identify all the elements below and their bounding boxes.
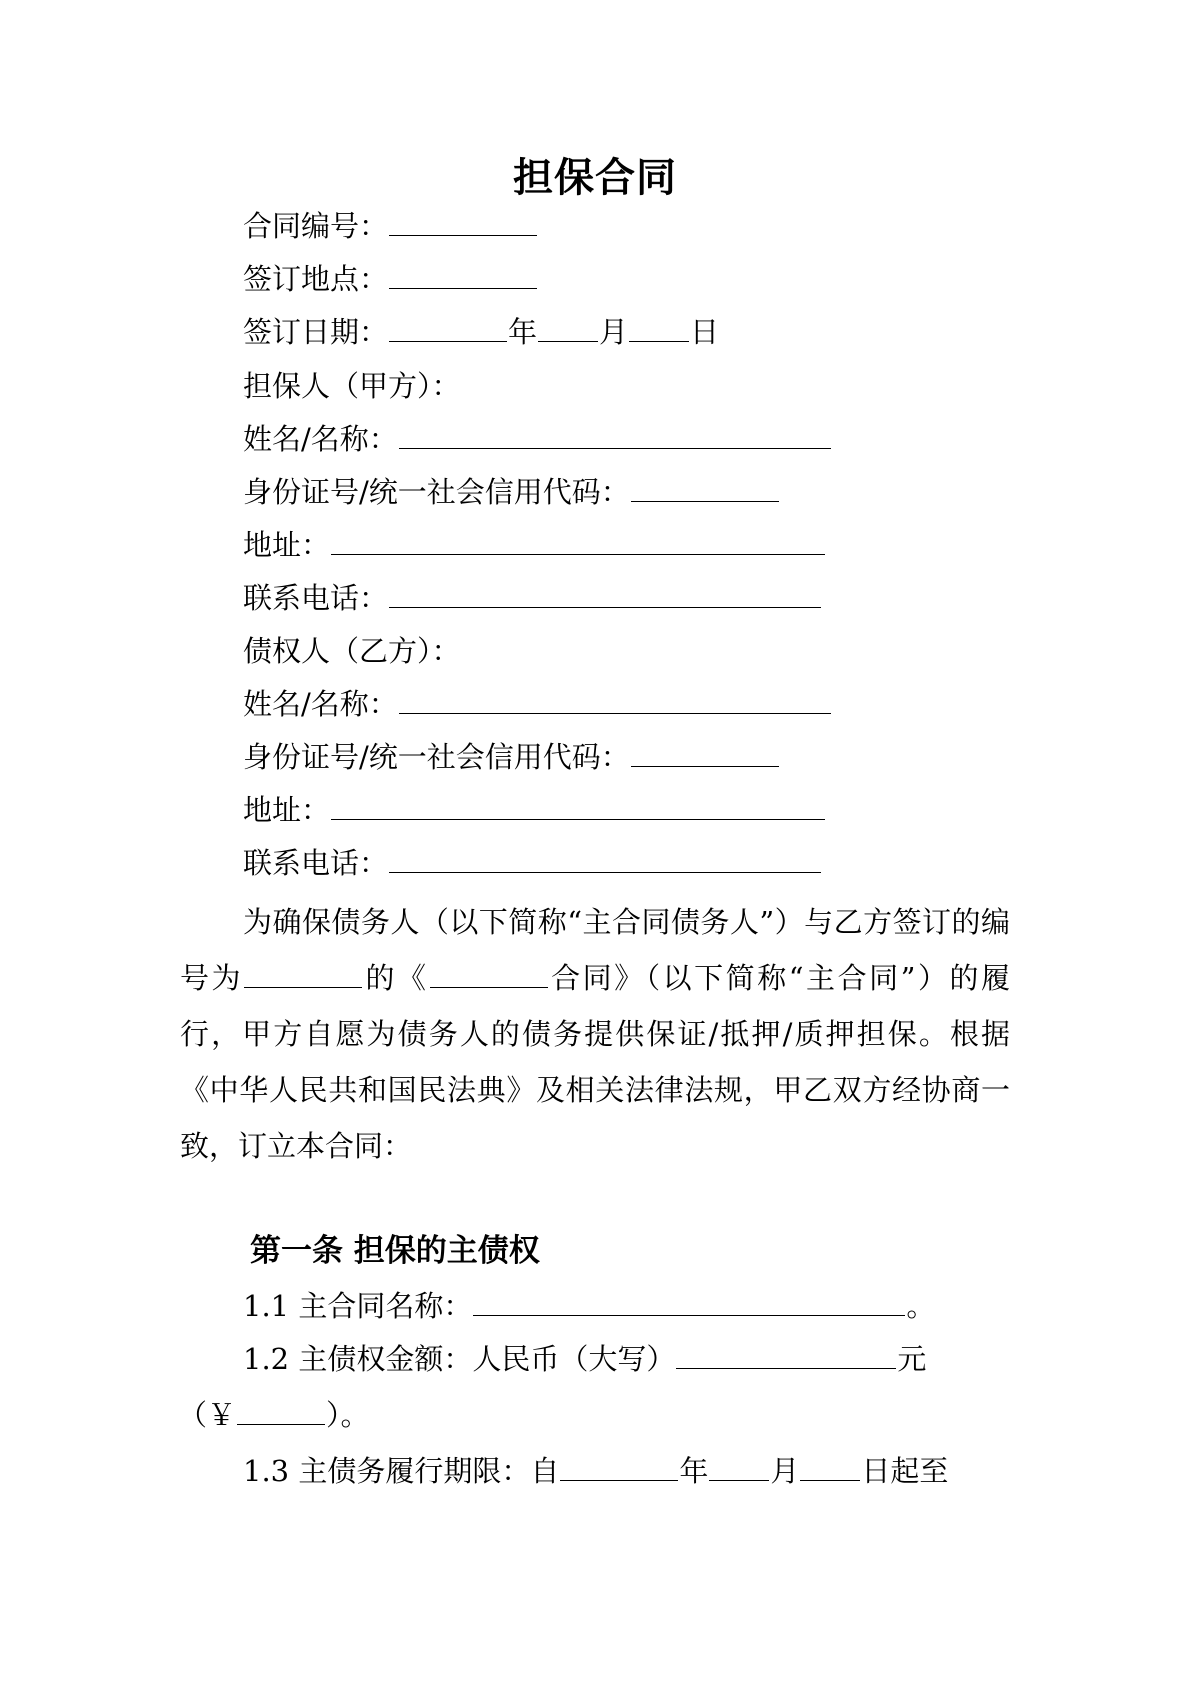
party-b-id-field[interactable] [631, 742, 779, 767]
contract-number-row [243, 206, 538, 246]
term-day-label: 日起至 [861, 1454, 949, 1488]
party-a-id-row [243, 472, 780, 512]
party-a-phone-label: 联系电话： [243, 581, 389, 615]
party-b-id-label: 身份证号/统一社会信用代码： [243, 740, 630, 774]
sign-date-row [243, 312, 719, 352]
sign-place-label: 签订地点： [243, 262, 389, 296]
amount-figure-field[interactable] [237, 1400, 325, 1425]
party-b-address-field[interactable] [331, 795, 825, 820]
clause-1-2-unit: 元 [897, 1342, 927, 1376]
main-contract-type-field[interactable] [430, 965, 548, 988]
term-month-field[interactable] [709, 1456, 769, 1481]
amount-figure-open: （￥ [178, 1398, 237, 1432]
party-a-name-row [243, 419, 832, 459]
clause-1-1-label: 1.1 主合同名称： [243, 1289, 473, 1323]
term-year-label: 年 [679, 1454, 709, 1488]
amount-figure-close: ）。 [326, 1398, 370, 1432]
party-a-name-label: 姓名/名称： [243, 422, 398, 456]
year-label: 年 [508, 315, 538, 349]
clause-1-2-cont [178, 1395, 370, 1435]
party-a-address-field[interactable] [331, 530, 825, 555]
clause-1-2-label: 1.2 主债权金额：人民币（大写） [243, 1342, 676, 1376]
contract-number-field[interactable] [389, 211, 537, 236]
party-a-heading: 担保人（甲方）： [243, 369, 461, 403]
party-b-name-field[interactable] [399, 689, 831, 714]
clause-1-1 [243, 1286, 935, 1326]
sign-place-row [243, 259, 538, 299]
clause-1-1-end: 。 [906, 1289, 936, 1323]
party-a-phone-row [243, 578, 822, 618]
sign-year-field[interactable] [389, 317, 507, 342]
sign-month-field[interactable] [538, 317, 598, 342]
party-b-phone-row [243, 843, 822, 883]
clause-1-3-label: 1.3 主债务履行期限：自 [243, 1454, 560, 1488]
party-b-heading: 债权人（乙方）： [243, 634, 461, 668]
party-b-phone-field[interactable] [389, 848, 821, 873]
amount-words-field[interactable] [676, 1344, 896, 1369]
preamble-text-2: 的《 [363, 961, 429, 995]
party-b-id-row [243, 737, 780, 777]
contract-number-label: 合同编号： [243, 209, 389, 243]
day-label: 日 [690, 315, 720, 349]
preamble-paragraph [180, 894, 1010, 1174]
article-1-heading: 第一条 担保的主债权 [250, 1233, 540, 1269]
party-a-id-field[interactable] [631, 477, 779, 502]
party-b-name-row [243, 684, 832, 724]
party-b-name-label: 姓名/名称： [243, 687, 398, 721]
clause-1-2 [243, 1339, 926, 1379]
preamble-text-3: 合同》（以下简称“主合同”）的履行，甲方自愿为债务人的债务提供保证/抵押/质押担保。根据《中华人民共和国民法典》及相关法律法规，甲乙双方经协商一致，订立本合同： [180, 961, 1010, 1163]
sign-place-field[interactable] [389, 264, 537, 289]
party-a-id-label: 身份证号/统一社会信用代码： [243, 475, 630, 509]
party-a-phone-field[interactable] [389, 583, 821, 608]
sign-day-field[interactable] [629, 317, 689, 342]
party-a-name-field[interactable] [399, 424, 831, 449]
term-month-label: 月 [770, 1454, 800, 1488]
preamble-text-1: 为确保债务人（以下简称“主合同债务人”）与乙方签订的编号为 [180, 905, 1010, 995]
party-b-address-label: 地址： [243, 793, 331, 827]
clause-1-3 [243, 1451, 948, 1491]
sign-date-label: 签订日期： [243, 315, 389, 349]
term-day-field[interactable] [800, 1456, 860, 1481]
party-a-address-label: 地址： [243, 528, 331, 562]
party-b-phone-label: 联系电话： [243, 846, 389, 880]
party-b-address-row [243, 790, 826, 830]
month-label: 月 [599, 315, 629, 349]
main-contract-name-field[interactable] [473, 1291, 905, 1316]
term-year-field[interactable] [560, 1456, 678, 1481]
main-contract-number-field[interactable] [244, 965, 362, 988]
document-title: 担保合同 [513, 155, 677, 201]
party-a-address-row [243, 525, 826, 565]
